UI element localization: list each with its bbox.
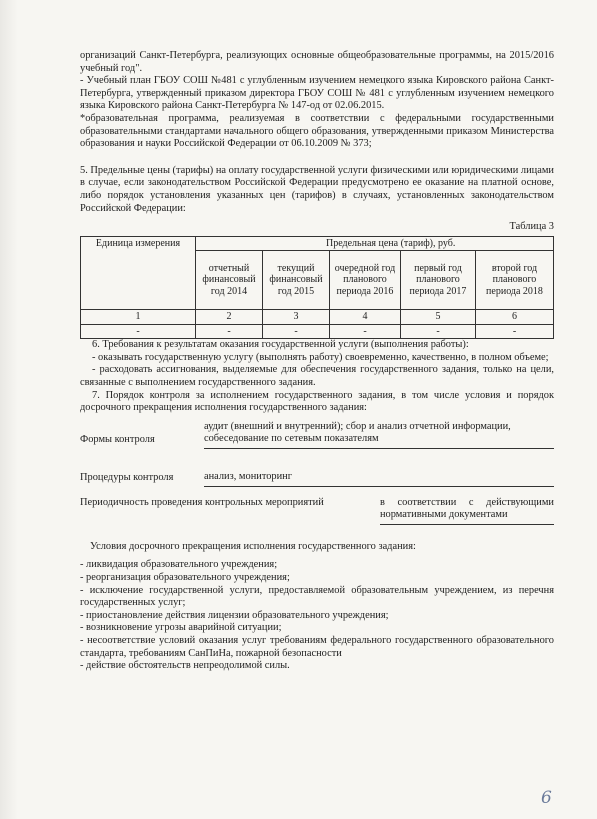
table-cell: - — [330, 324, 401, 339]
col-header-2016: очередной год планового периода 2016 — [330, 251, 401, 310]
section-6-title: 6. Требования к результатам оказания государственной услуги (выполнения работы): — [92, 339, 469, 351]
control-procedures-row — [80, 459, 554, 487]
table-cell: - — [263, 324, 330, 339]
control-periodicity-label: Периодичность проведения контрольных мероприятий — [80, 496, 324, 508]
col-number: 3 — [263, 310, 330, 325]
price-header: Предельная цена (тариф), руб. — [196, 236, 554, 251]
control-procedures-value: анализ, мониторинг — [204, 459, 554, 487]
col-number: 1 — [81, 310, 196, 325]
table-cell: - — [476, 324, 554, 339]
section-6-item-2: - расходовать ассигнования, выделяемые для обеспечения государственного задания, только на цели, связанные с выполнением государственного задания. — [80, 364, 554, 388]
control-periodicity-row — [80, 497, 554, 525]
termination-title: Условия досрочного прекращения исполнения государственного задания: — [90, 540, 416, 552]
section-6-item-1: - оказывать государственную услугу (выполнять работу) своевременно, качественно, в полном объеме; — [92, 351, 549, 363]
termination-item: - приостановление действия лицензии образовательного учреждения; — [80, 609, 389, 621]
termination-item: - исключение государственной услуги, предоставляемой образовательным учреждением, из перечня государственных услуг; — [80, 584, 554, 609]
termination-item: - возникновение угрозы аварийной ситуации; — [80, 622, 282, 634]
section-5-text: 5. Предельные цены (тарифы) на оплату государственной услуги физическими или юридическими лицами в случае, если законодательством Российской Федерации предусмотрено ее оказание на платной основе, либо порядок установления указанных цен (тарифов) в случаях, установленных законодательством Российской Федерации: — [80, 164, 554, 214]
termination-item: - реорганизация образовательного учреждения; — [80, 571, 290, 583]
intro-paragraph-2: - Учебный план ГБОУ СОШ №481 с углубленным изучением немецкого языка Кировского района Санкт-Петербурга, утвержденный приказом директора ГБОУ СОШ № 481 с углубленным изучением немецкого языка Кировского района Санкт-Петербурга № 147-од от 02.06.2015. — [80, 75, 554, 112]
page-number: 6 — [541, 788, 552, 808]
col-header-2014: отчетный финансовый год 2014 — [196, 251, 263, 310]
termination-item: - несоответствие условий оказания услуг требованиям федерального государственного образовательного стандарта, требованиям СанПиНа, пожарной безопасности — [80, 634, 554, 659]
col-number: 2 — [196, 310, 263, 325]
col-header-2018: второй год планового периода 2018 — [476, 251, 554, 310]
document-content — [80, 50, 554, 673]
table-cell: - — [196, 324, 263, 339]
termination-item: - действие обстоятельств непреодолимой силы. — [80, 660, 290, 672]
termination-item: - ликвидация образовательного учреждения; — [80, 559, 278, 571]
forms-of-control-value: аудит (внешний и внутренний); сбор и анализ отчетной информации, собеседование по сетевым показателям — [204, 421, 554, 449]
col-number: 4 — [330, 310, 401, 325]
table-row — [81, 324, 554, 339]
unit-header: Единица измерения — [81, 236, 196, 310]
forms-of-control-row — [80, 421, 554, 449]
table-cell: - — [81, 324, 196, 339]
table-3-caption: Таблица 3 — [509, 221, 554, 233]
col-number: 5 — [401, 310, 476, 325]
control-periodicity-value: в соответствии с действующими нормативными документами — [380, 497, 554, 525]
table-cell: - — [401, 324, 476, 339]
col-number: 6 — [476, 310, 554, 325]
col-header-2017: первый год планового периода 2017 — [401, 251, 476, 310]
table-row — [81, 310, 554, 325]
col-header-2015: текущий финансовый год 2015 — [263, 251, 330, 310]
section-7-text: 7. Порядок контроля за исполнением государственного задания, в том числе условия и порядок досрочного прекращения исполнения государственного задания: — [80, 389, 554, 414]
control-procedures-label: Процедуры контроля — [80, 471, 174, 483]
price-table — [80, 236, 554, 340]
intro-paragraph-3: *образовательная программа, реализуемая в соответствии с федеральными государственными образовательными стандартами начального общего образования, утвержденными приказом Министерства образования и науки Российской Федерации от 06.10.2009 № 373; — [80, 112, 554, 150]
intro-paragraph-1: организаций Санкт-Петербурга, реализующих основные общеобразовательные программы, на 2015/2016 учебный год". — [80, 50, 554, 74]
forms-of-control-label: Формы контроля — [80, 434, 155, 446]
